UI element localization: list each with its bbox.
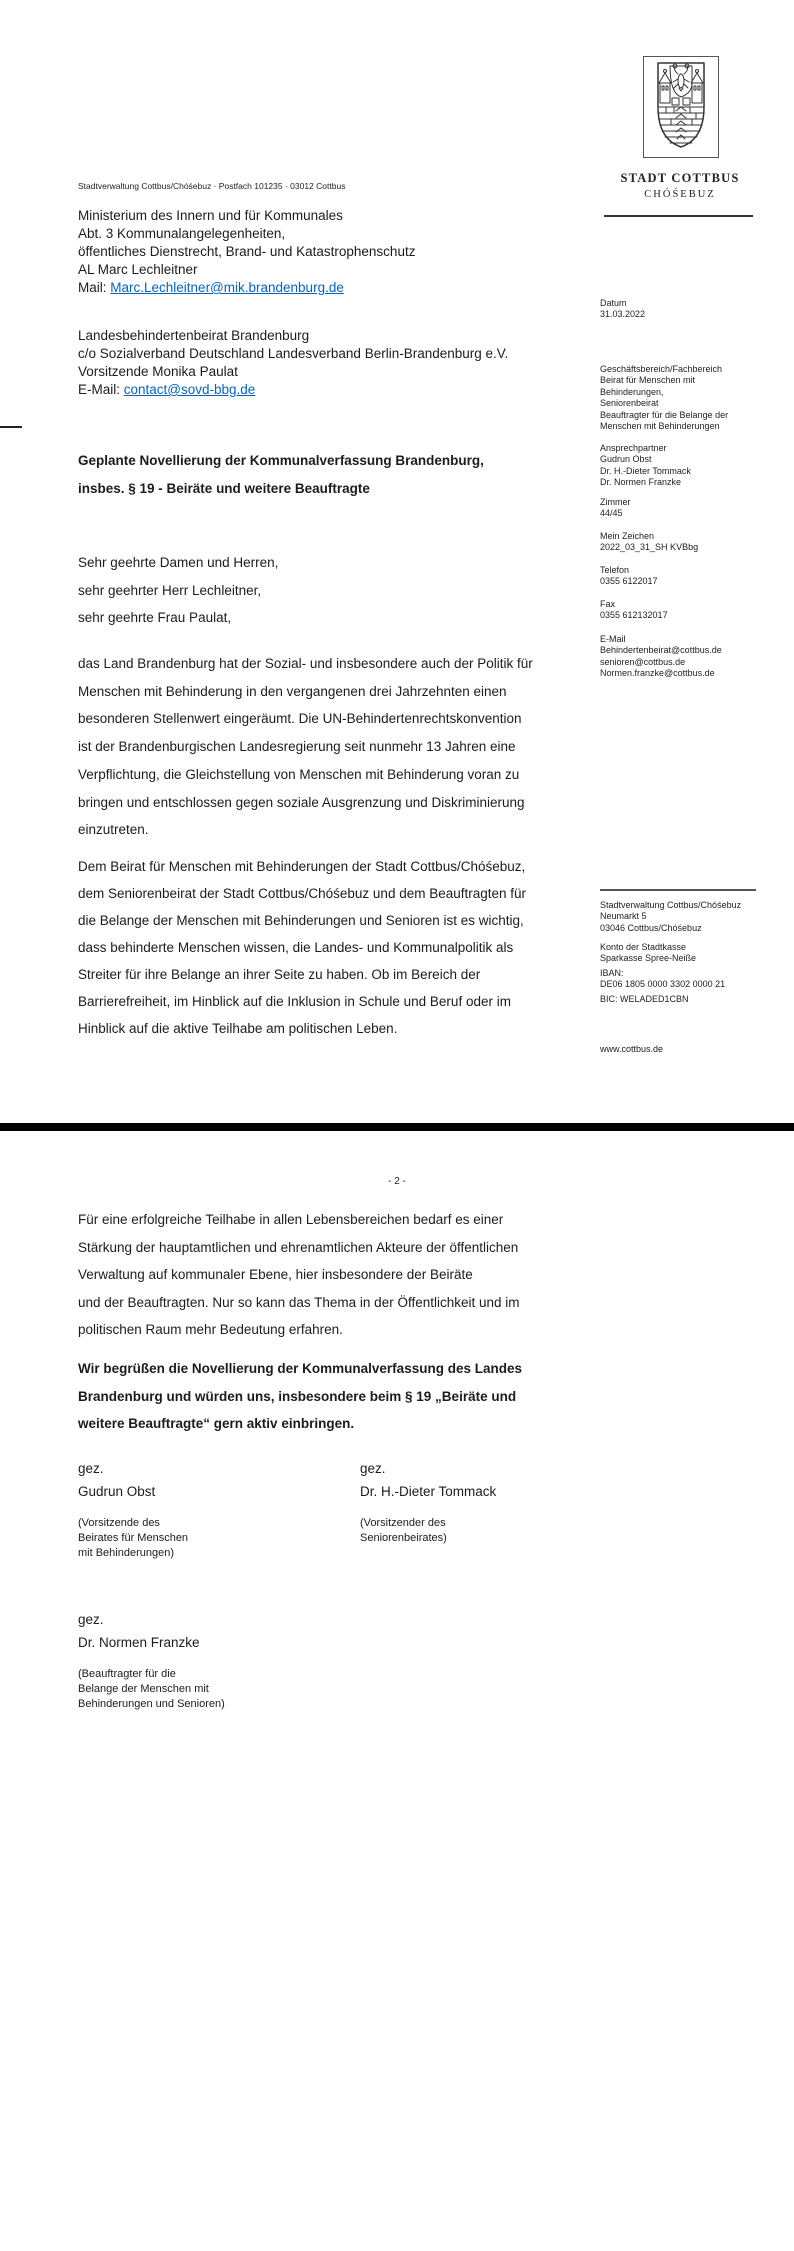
info-fax-label: Fax: [600, 599, 616, 609]
info-fachbereich-label: Geschäftsbereich/Fachbereich: [600, 364, 723, 374]
email-label: E-Mail:: [78, 382, 124, 397]
page-number: - 2 -: [388, 1176, 406, 1187]
signature-role: (Vorsitzende des Beirates für Menschen mit Behinderungen): [78, 1517, 189, 1559]
email-label: Mail:: [78, 280, 111, 295]
recipient-primary-email-link[interactable]: Marc.Lechleitner@mik.brandenburg.de: [110, 280, 344, 295]
info-fax-value: 0355 612132017: [600, 610, 668, 621]
sender-return-line: Stadtverwaltung Cottbus/Chóśebuz · Postfach 101235 · 03012 Cottbus: [78, 181, 346, 191]
signature-name: Dr. H.-Dieter Tommack: [360, 1484, 497, 1499]
recipient-primary-email-line: [78, 279, 415, 297]
info-telefon: [600, 565, 792, 588]
info-email-label: E-Mail: [600, 634, 626, 644]
recipient-primary-lines: Ministerium des Innern und für Kommunales Abt. 3 Kommunalangelegenheiten, öffentliches Dienstrecht, Brand- und Katastrophenschutz AL Marc Lechleitner: [78, 208, 416, 277]
info-bic: BIC: WELADED1CBN: [600, 994, 689, 1004]
info-ansprechpartner-value: Gudrun Obst Dr. H.-Dieter Tommack Dr. Normen Franzke: [600, 454, 691, 488]
signature-name: Gudrun Obst: [78, 1484, 156, 1499]
info-fachbereich: [600, 364, 792, 432]
info-address: Stadtverwaltung Cottbus/Chóśebuz Neumarkt 5 03046 Cottbus/Chóśebuz: [600, 900, 742, 933]
info-fax: [600, 599, 792, 622]
letterhead-rule: [604, 215, 753, 217]
body-paragraph-3: Für eine erfolgreiche Teilhabe in allen Lebensbereichen bedarf es einer Stärkung der hauptamtlichen und ehrenamtlichen Akteure der öffentlichen Verwaltung auf kommunaler Ebene, hier insbesondere der Beiräte und der Beauftragten. Nur so kann das Thema in der Öffentlichkeit und im politischen Raum mehr Bedeutung erfahren.: [78, 1212, 520, 1337]
recipient-primary: [78, 207, 415, 297]
info-iban: IBAN: DE06 1805 0000 3302 0000 21: [600, 968, 726, 990]
org-name: STADT COTTBUS: [620, 171, 740, 185]
recipient-secondary: [78, 327, 508, 399]
info-zimmer: [600, 497, 792, 520]
info-mein-zeichen-value: 2022_03_31_SH KVBbg: [600, 542, 699, 553]
signature-role: (Beauftragter für die Belange der Menschen mit Behinderungen und Senioren): [78, 1668, 225, 1710]
fold-mark: [0, 426, 22, 428]
info-datum-label: Datum: [600, 298, 627, 308]
body-paragraph-2: Dem Beirat für Menschen mit Behinderungen der Stadt Cottbus/Chóśebuz, dem Seniorenbeirat der Stadt Cottbus/Chóśebuz und dem Beauftragten für die Belange der Menschen mit Behinderungen und Senioren ist es wichtig, dass behinderte Menschen wissen, die Landes- und Kommunalpolitik als Streiter für ihre Belange an ihrer Seite zu haben. Ob im Bereich der Barrierefreiheit, im Hinblick auf die Inklusion in Schule und Beruf oder im Hinblick auf die aktive Teilhabe am politischen Leben.: [78, 859, 527, 1036]
coat-of-arms-icon: [646, 57, 716, 158]
info-zimmer-value: 44/45: [600, 508, 623, 519]
info-ansprechpartner: [600, 443, 792, 489]
signature-role: (Vorsitzender des Seniorenbeirates): [360, 1517, 447, 1544]
info-divider-rule: [600, 889, 756, 891]
signature-gez: gez.: [78, 1612, 104, 1627]
info-telefon-label: Telefon: [600, 565, 630, 575]
info-mein-zeichen-label: Mein Zeichen: [600, 531, 655, 541]
subject-line: Geplante Novellierung der Kommunalverfassung Brandenburg, insbes. § 19 - Beiräte und weitere Beauftragte: [78, 453, 484, 496]
org-name-sorbian: CHÓŚEBUZ: [644, 189, 716, 200]
info-email: [600, 634, 792, 680]
body-paragraph-bold: Wir begrüßen die Novellierung der Kommunalverfassung des Landes Brandenburg und würden uns, insbesondere beim § 19 „Beiräte und weitere Beauftragte“ gern aktiv einbringen.: [78, 1361, 522, 1432]
info-bank: Konto der Stadtkasse Sparkasse Spree-Neiße: [600, 942, 697, 964]
info-telefon-value: 0355 6122017: [600, 576, 658, 587]
recipient-secondary-email-line: [78, 381, 508, 399]
signature-name: Dr. Normen Franzke: [78, 1635, 200, 1650]
recipient-secondary-email-link[interactable]: contact@sovd-bbg.de: [123, 382, 256, 397]
recipient-secondary-lines: Landesbehindertenbeirat Brandenburg c/o Sozialverband Deutschland Landesverband Berlin-Brandenburg e.V. Vorsitzende Monika Paulat: [78, 328, 509, 379]
salutation: Sehr geehrte Damen und Herren, sehr geehrter Herr Lechleitner, sehr geehrte Frau Paulat,: [78, 555, 279, 626]
city-crest: [643, 56, 719, 158]
info-fachbereich-value: Beirat für Menschen mit Behinderungen, Seniorenbeirat Beauftragter für die Belange der Menschen mit Behinderungen: [600, 375, 729, 432]
info-ansprechpartner-label: Ansprechpartner: [600, 443, 667, 453]
body-paragraph-1: das Land Brandenburg hat der Sozial- und insbesondere auch der Politik für Menschen mit Behinderung in den vergangenen drei Jahrzehnten einen besonderen Stellenwert eingeräumt. Die UN-Behindertenrechtskonvention ist der Brandenburgischen Landesregierung seit nunmehr 13 Jahren eine Verpflichtung, die Gleichstellung von Menschen mit Behinderung voran zu bringen und entschlossen gegen soziale Ausgrenzung und Diskriminierung einzutreten.: [78, 656, 533, 838]
info-datum: [600, 298, 792, 321]
signature-gez: gez.: [360, 1461, 386, 1476]
info-datum-value: 31.03.2022: [600, 309, 646, 320]
page-break-bar: [0, 1123, 794, 1131]
signature-gez: gez.: [78, 1461, 104, 1476]
info-website: www.cottbus.de: [600, 1044, 664, 1054]
info-mein-zeichen: [600, 531, 792, 554]
info-zimmer-label: Zimmer: [600, 497, 631, 507]
info-email-value: Behindertenbeirat@cottbus.de senioren@cottbus.de Normen.franzke@cottbus.de: [600, 645, 722, 679]
